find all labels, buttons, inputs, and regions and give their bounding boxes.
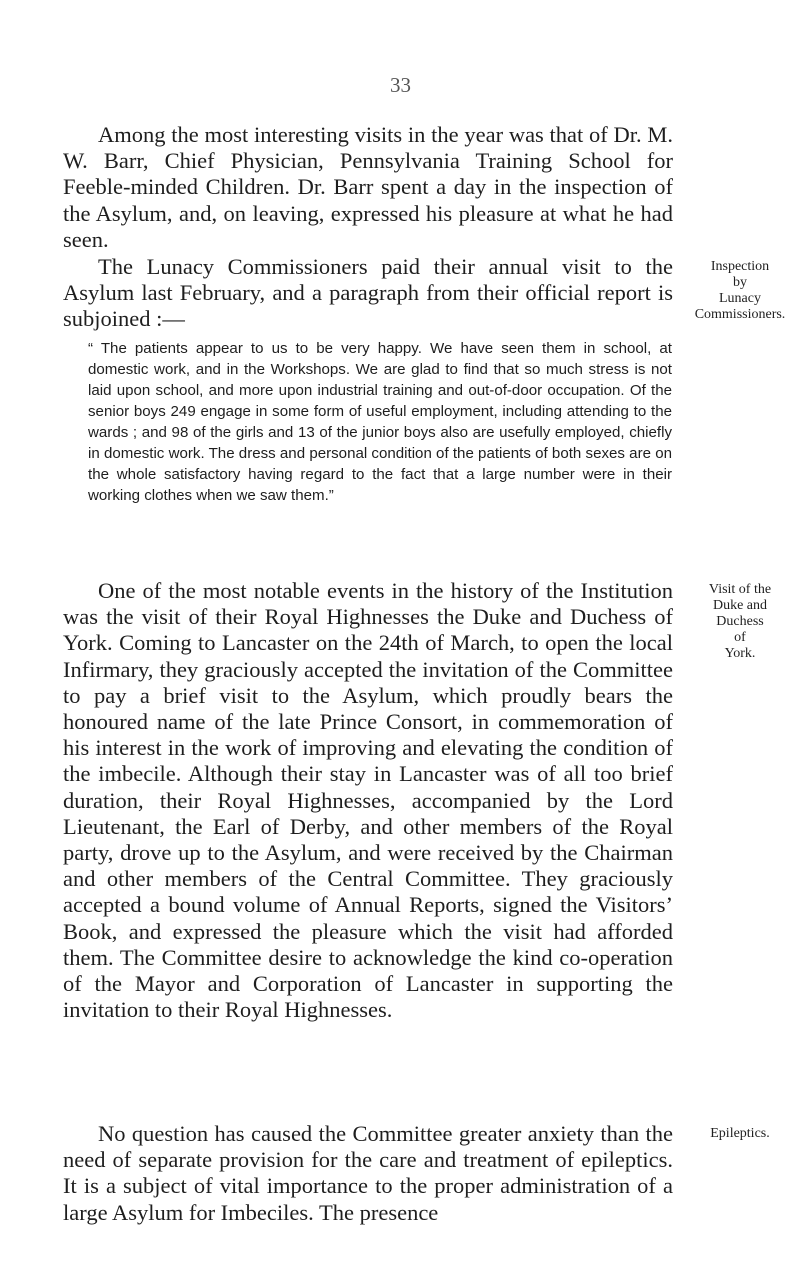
paragraph-royal-visit: One of the most notable events in the history of the Institution was the visit of their Royal Highnesses the Duke and Duchess of York. Coming to Lancaster on the 24th of March, to open the local Infirmary, they graciously accepted the invitation of the Committee to pay a brief visit to the Asylum, which proudly bears the honoured name of the late Prince Consort, in commemoration of his interest in the work of improving and elevating the condition of the imbecile. Although their stay in Lancaster was of all too brief duration, their Royal Highnesses, accompanied by the Lord Lieutenant, the Earl of Derby, and other members of the Royal party, drove up to the Asylum, and were received by the Chairman and other members of the Central Committee. They graciously accepted a bound volume of Annual Reports, signed the Visitors’ Book, and expressed the pleasure which the visit had afforded them. The Committee desire to acknowledge the kind co-operation of the Mayor and Corporation of Lancaster in supporting the invitation to their Royal Highnesses. bbox=[63, 578, 673, 1023]
margin-note-line: Duke and bbox=[712, 598, 768, 613]
margin-note-line: Inspection bbox=[710, 259, 770, 274]
paragraph-barr-visit: Among the most interesting visits in the year was that of Dr. M. W. Barr, Chief Physician, Pennsylvania Training School for Feeble-minded Children. Dr. Barr spent a day in the inspection of the Asylum, and, on leaving, expressed his pleasure at what he had seen. bbox=[63, 122, 673, 252]
margin-note-line: Duchess bbox=[716, 614, 764, 629]
page-number: 33 bbox=[390, 73, 411, 97]
margin-note-line: Lunacy bbox=[719, 291, 761, 306]
margin-note-royal-visit bbox=[680, 582, 800, 662]
margin-note-line: Commissioners. bbox=[694, 307, 786, 322]
margin-note-line: York. bbox=[724, 646, 756, 661]
margin-note-inspection bbox=[680, 259, 800, 323]
margin-note-epileptics bbox=[680, 1126, 800, 1142]
margin-note-line: Epileptics. bbox=[710, 1126, 770, 1141]
paragraph-lunacy-commissioners: The Lunacy Commissioners paid their annual visit to the Asylum last February, and a paragraph from their official report is subjoined :— bbox=[63, 254, 673, 332]
commissioners-report-quote: “ The patients appear to us to be very happy. We have seen them in school, at domestic work, and in the Workshops. We are glad to find that so much stress is not laid upon school, and more upon industrial training and out-of-door occupation. Of the senior boys 249 engage in some form of useful employment, including attending to the wards ; and 98 of the girls and 13 of the junior boys also are usefully employed, chiefly in domestic work. The dress and personal condition of the patients of both sexes are on the whole satisfactory having regard to the fact that a large number were in their working clothes when we saw them.” bbox=[88, 340, 672, 504]
paragraph-epileptics: No question has caused the Committee greater anxiety than the need of separate provision for the care and treatment of epileptics. It is a subject of vital importance to the proper administration of a large Asylum for Imbeciles. The presence bbox=[63, 1121, 673, 1225]
margin-note-line: Visit of the bbox=[708, 582, 772, 597]
margin-note-line: by bbox=[733, 275, 747, 290]
margin-note-line: of bbox=[734, 630, 746, 645]
